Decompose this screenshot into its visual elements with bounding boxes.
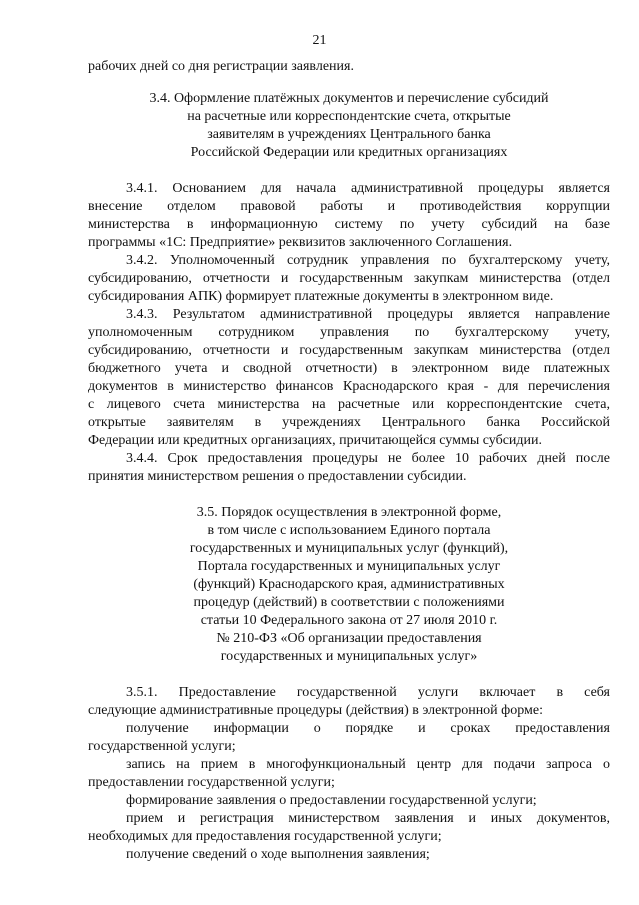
- paragraph-3-4-2: [88, 252, 610, 306]
- text-line: следующие административные процедуры (действия) в электронной форме:: [88, 703, 543, 718]
- text-line: 3.4.4. Срок предоставления процедуры не более 10 рабочих дней после: [126, 451, 610, 466]
- text-line: документов в министерство финансов Краснодарского края - для перечисления: [88, 379, 610, 394]
- text-line: 3.5.1. Предоставление государственной услуги включает в себя: [126, 685, 610, 700]
- paragraph-3-5-1: [88, 684, 610, 720]
- intro-paragraph: [88, 58, 610, 76]
- text-line: прием и регистрация министерством заявления и иных документов,: [126, 811, 610, 826]
- heading-line: на расчетные или корреспондентские счета, открытые: [187, 109, 511, 124]
- text-line: субсидированию, отчетности и государственным закупкам министерства (отдел: [88, 343, 610, 358]
- text-line: 3.4.1. Основанием для начала административной процедуры является: [126, 181, 610, 196]
- text-line: получение сведений о ходе выполнения заявления;: [126, 847, 430, 862]
- text-line: запись на прием в многофункциональный центр для подачи запроса о: [126, 757, 610, 772]
- text-line: субсидированию, отчетности и государственным закупкам министерства (отдел: [88, 271, 610, 286]
- section-3-5-heading: [88, 504, 610, 666]
- section-3-4-heading: [88, 90, 610, 162]
- heading-line: 3.4. Оформление платёжных документов и перечисление субсидий: [149, 91, 549, 106]
- heading-line: государственных и муниципальных услуг (функций),: [189, 541, 509, 556]
- heading-line: государственных и муниципальных услуг»: [220, 649, 478, 664]
- paragraph-3-4-3: [88, 306, 610, 450]
- page-content: [88, 58, 610, 864]
- text-line: программы «1С: Предприятие» реквизитов заключенного Соглашения.: [88, 235, 513, 250]
- text-line: 3.4.3. Результатом административной процедуры является направление: [126, 307, 610, 322]
- heading-line: Портала государственных и муниципальных услуг: [197, 559, 501, 574]
- text-line: с лицевого счета министерства на расчетные или корреспондентские счета,: [88, 397, 610, 412]
- text-line: получение информации о порядке и сроках предоставления: [126, 721, 610, 736]
- text-line: министерства в информационную систему по учету субсидий на базе: [88, 217, 610, 232]
- text-line: государственной услуги;: [88, 739, 236, 754]
- text-line: открытые заявителям в учреждениях Центрального банка Российской: [88, 415, 610, 430]
- text-line: формирование заявления о предоставлении государственной услуги;: [126, 793, 537, 808]
- text-line: бюджетного учета и сводной отчетности) в электронном виде платежных: [88, 361, 610, 376]
- list-item-status: [88, 846, 610, 864]
- heading-line: № 210-ФЗ «Об организации предоставления: [216, 631, 482, 646]
- page-number: 21: [312, 33, 327, 48]
- paragraph-3-4-4: [88, 450, 610, 486]
- paragraph-3-4-1: [88, 180, 610, 252]
- heading-line: (функций) Краснодарского края, административных: [193, 577, 505, 592]
- text-line: внесение отделом правовой работы и противодействия коррупции: [88, 199, 610, 214]
- text-line: 3.4.2. Уполномоченный сотрудник управления по бухгалтерскому учету,: [126, 253, 610, 268]
- list-item-info: [88, 720, 610, 756]
- heading-line: 3.5. Порядок осуществления в электронной форме,: [196, 505, 502, 520]
- heading-line: заявителям в учреждениях Центрального банка: [207, 127, 491, 142]
- heading-line: в том числе с использованием Единого портала: [207, 523, 491, 538]
- list-item-registration: [88, 810, 610, 846]
- list-item-application: [88, 792, 610, 810]
- text-line: принятия министерством решения о предоставлении субсидии.: [88, 469, 467, 484]
- heading-line: процедур (действий) в соответствии с положениями: [193, 595, 505, 610]
- text-line: субсидирования АПК) формирует платежные документы в электронном виде.: [88, 289, 554, 304]
- text-line: рабочих дней со дня регистрации заявления.: [88, 59, 354, 74]
- list-item-appointment: [88, 756, 610, 792]
- heading-line: Российской Федерации или кредитных организациях: [190, 145, 508, 160]
- text-line: необходимых для предоставления государственной услуги;: [88, 829, 442, 844]
- heading-line: статьи 10 Федерального закона от 27 июля 2010 г.: [200, 613, 498, 628]
- text-line: Федерации или кредитных организациях, причитающейся суммы субсидии.: [88, 433, 543, 448]
- text-line: предоставлении государственной услуги;: [88, 775, 335, 790]
- text-line: уполномоченным сотрудником управления по бухгалтерскому учету,: [88, 325, 610, 340]
